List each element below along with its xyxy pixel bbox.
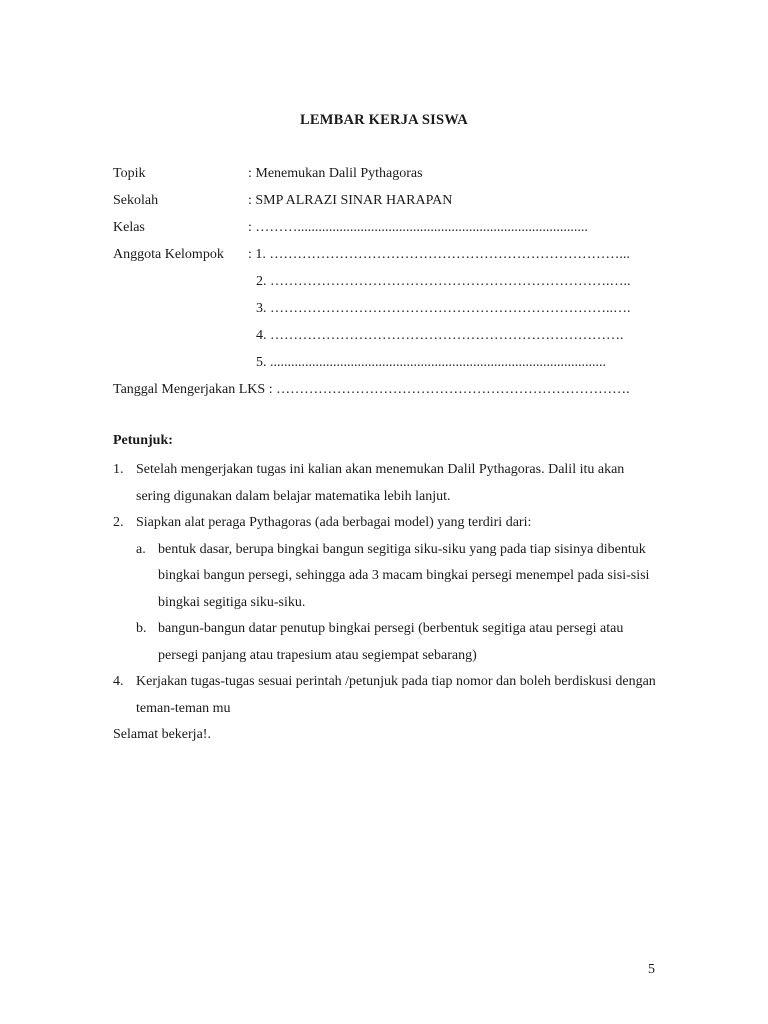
- member-line-4: 4. ………………………………………………………………….: [256, 328, 624, 343]
- empty-label: [113, 326, 248, 353]
- topik-value: : Menemukan Dalil Pythagoras: [248, 166, 423, 181]
- sekolah-value: : SMP ALRAZI SINAR HARAPAN: [248, 193, 453, 208]
- member-line-5: 5. ................................................................................................: [256, 355, 606, 370]
- info-row-member-2: [113, 272, 673, 299]
- anggota-label: Anggota Kelompok: [113, 247, 224, 262]
- instruction-number: 1.: [113, 462, 124, 477]
- page-number: 5: [648, 962, 655, 977]
- instruction-item-1: [113, 457, 658, 510]
- instruction-list: [113, 457, 658, 749]
- kelas-value: : ………...................................................................................: [248, 220, 588, 235]
- sub-item-text: bentuk dasar, berupa bingkai bangun segitiga siku-siku yang pada tiap sisinya dibentuk bingkai bangun persegi, sehingga ada 3 macam bingkai persegi menempel pada sisi-sisi bingkai segitiga siku-siku.: [158, 541, 650, 610]
- instruction-number: 4.: [113, 674, 124, 689]
- instruction-item-4: [113, 669, 658, 722]
- info-row-member-3: [113, 299, 673, 326]
- worksheet-info: [113, 164, 673, 380]
- page-title: LEMBAR KERJA SISWA: [300, 112, 468, 128]
- instruction-text: Kerjakan tugas-tugas sesuai perintah /petunjuk pada tiap nomor dan boleh berdiskusi dengan teman-teman mu: [136, 674, 656, 716]
- topik-label: Topik: [113, 166, 146, 181]
- instruction-sub-item-a: [136, 537, 658, 617]
- instruction-sub-item-b: [136, 616, 658, 669]
- instruction-item-2: [113, 510, 658, 537]
- info-row-member-4: [113, 326, 673, 353]
- empty-label: [113, 272, 248, 299]
- info-row-topik: [113, 164, 673, 191]
- petunjuk-heading: Petunjuk:: [113, 433, 173, 448]
- member-line-3: 3. ………………………………………………………………..….: [256, 301, 631, 316]
- empty-label: [113, 353, 248, 380]
- sub-item-text: bangun-bangun datar penutup bingkai persegi (berbentuk segitiga atau persegi atau persegi panjang atau trapesium atau segiempat sebarang): [158, 621, 624, 663]
- sekolah-label: Sekolah: [113, 193, 159, 208]
- instruction-text: Siapkan alat peraga Pythagoras (ada berbagai model) yang terdiri dari:: [136, 515, 532, 530]
- info-row-kelas: [113, 218, 673, 245]
- sub-item-letter: b.: [136, 621, 147, 636]
- member-line-2: 2. ……………………………………………………………….…..: [256, 274, 631, 289]
- sub-item-letter: a.: [136, 541, 146, 557]
- instruction-number: 2.: [113, 515, 124, 530]
- closing-text: Selamat bekerja!.: [113, 727, 211, 742]
- info-row-anggota: [113, 245, 673, 272]
- info-row-sekolah: [113, 191, 673, 218]
- empty-label: [113, 299, 248, 326]
- tanggal-line: Tanggal Mengerjakan LKS : ………………………………………………………………….: [113, 382, 630, 397]
- kelas-label: Kelas: [113, 220, 145, 235]
- member-line-1: : 1. …………………………………………………………………...: [248, 247, 630, 262]
- instruction-text: Setelah mengerjakan tugas ini kalian akan menemukan Dalil Pythagoras. Dalil itu akan sering digunakan dalam belajar matematika lebih lanjut.: [136, 462, 625, 504]
- info-row-member-5: [113, 353, 673, 380]
- instruction-sub-list: [136, 537, 658, 670]
